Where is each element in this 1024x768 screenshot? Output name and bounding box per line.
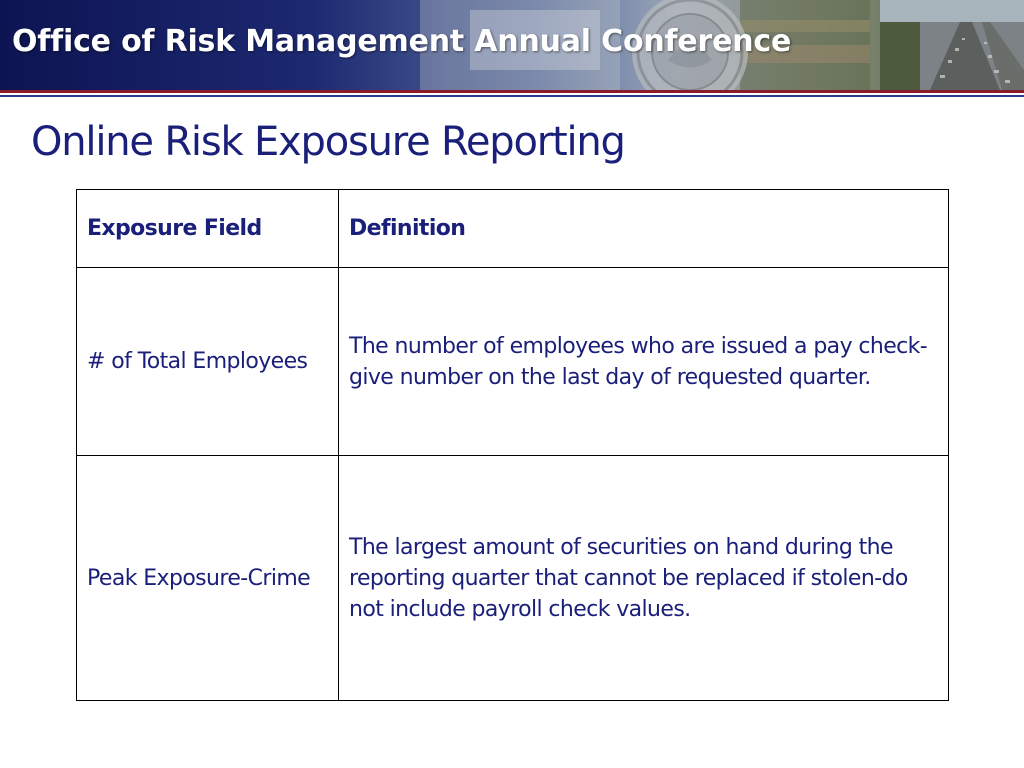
- exposure-field-cell: # of Total Employees: [77, 268, 339, 456]
- definition-cell: The number of employees who are issued a pay check-give number on the last day of requested quarter.: [339, 268, 949, 456]
- table-row: [77, 456, 949, 701]
- header-divider-blue: [0, 95, 1024, 97]
- header-banner: [0, 0, 1024, 90]
- slide-title: Online Risk Exposure Reporting: [31, 119, 625, 165]
- exposure-field-cell: Peak Exposure-Crime: [77, 456, 339, 701]
- table-header-row: [77, 190, 949, 268]
- exposure-definitions-table: [76, 189, 949, 701]
- header-divider-red: [0, 90, 1024, 93]
- column-header-definition: Definition: [339, 190, 949, 268]
- conference-title: Office of Risk Management Annual Conference: [12, 24, 792, 59]
- table-row: [77, 268, 949, 456]
- definition-cell: The largest amount of securities on hand during the reporting quarter that cannot be replaced if stolen-do not include payroll check values.: [339, 456, 949, 701]
- column-header-exposure-field: Exposure Field: [77, 190, 339, 268]
